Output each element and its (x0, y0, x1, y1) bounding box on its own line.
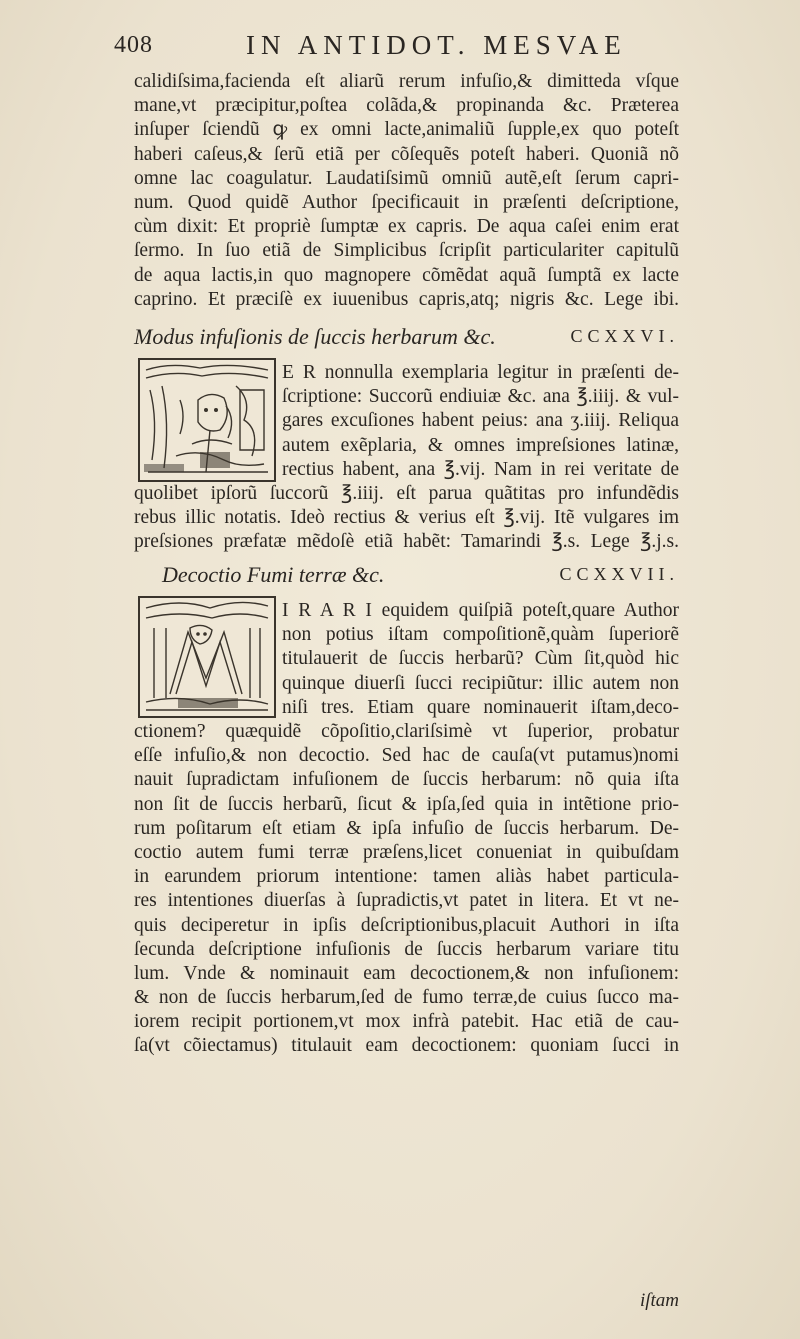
chapter-number: CCXXVII. (559, 564, 679, 584)
page-header (114, 26, 679, 66)
text-line: E R nonnulla exemplaria legitur in præſenti de- (282, 362, 679, 383)
text-line: res intentiones diuerſas à ſupradictis,vt patet in litera. Et vt ne- (134, 890, 679, 912)
text-line: quinque diuerſi ſucci recipiũtur: illic autem non (282, 672, 679, 694)
catchword: iſtam (639, 1290, 679, 1311)
text-line: de aqua lactis,in quo magnopere cõmẽdat aquã ſumptã ex lacte (134, 264, 679, 286)
text-line: titulauerit de ſuccis herbarũ? Cùm ſit,quòd hic (282, 648, 679, 670)
text-line: coctio autem fumi terræ præſens,licet conueniat in quibuſdam (134, 841, 679, 863)
text-line: autem exẽplaria, & omnes impreſsiones latinæ, (282, 434, 679, 456)
paragraph-2 (134, 482, 679, 555)
text-line: nauit ſupradictam infuſionem de ſuccis herbarum: nõ quia iſta (134, 769, 679, 791)
text-line: non potius iſtam compoſitionẽ,quàm ſuperiorẽ (282, 624, 679, 646)
woodcut-initial-illustration (140, 360, 274, 480)
text-line: inſuper ſciendũ ꝙ ex omni lacte,animaliũ ſupple,ex quo poteſt (134, 119, 679, 141)
text-line: ſcriptione: Succorũ endiuiæ &c. ana ℥.iiij. & vul- (282, 386, 679, 408)
text-line: in earundem priorum intentione: tamen aliàs habet particula- (134, 866, 679, 888)
text-line: rebus illic notatis. Ideò rectius & verius eſt ℥.vij. Itẽ vulgares im (134, 507, 679, 529)
woodcut-initial-m (138, 596, 276, 718)
text-line: caprino. Et præciſè ex iuuenibus capris,atq; nigris &c. Lege ibi. (134, 288, 679, 310)
text-line: preſsiones præfatæ mẽdoſè etiã habẽt: Tamarindi ℥.s. Lege ℥.j.s. (134, 531, 679, 553)
text-line: quolibet ipſorũ ſuccorũ ℥.iiij. eſt parua quãtitas pro infundẽdis (134, 483, 679, 504)
text-line: lum. Vnde & nominauit eam decoctionem,& non infuſionem: (134, 962, 679, 984)
text-line: eſſe infuſio,& non decoctio. Sed hac de cauſa(vt putamus)nomi (134, 745, 679, 767)
text-line: quis deciperetur in ipſis deſcriptionibus,placuit Authori in iſta (134, 914, 679, 936)
text-line: I R A R I equidem quiſpiã poteſt,quare Author (282, 600, 679, 621)
woodcut-initial-illustration (140, 598, 274, 716)
section-title: Modus infuſionis de ſuccis herbarum &c. (134, 324, 496, 349)
section-heading-227 (134, 560, 679, 590)
text-line: mane,vt præcipitur,poſtea colãda,& propinanda &c. Præterea (134, 95, 679, 117)
text-line: iorem recipit portionem,vt mox infrà patebit. Hac etiã de cau- (134, 1011, 679, 1033)
paragraph-1 (134, 70, 679, 312)
text-line: ſermo. In ſuo etiã de Simplicibus ſcripſit particulariter capitulũ (134, 240, 679, 262)
text-line: omne lac coagulatur. Laudatiſsimũ omniũ autẽ,eſt ſerum capri- (134, 167, 679, 189)
text-line: & non de ſuccis herbarum,ſed de fumo terræ,de cuius ſucco ma- (134, 987, 679, 1009)
running-title: IN ANTIDOT. MESVAE (246, 30, 627, 60)
text-line: ctionem? quæquidẽ cõpoſitio,clariſsimè vt ſuperior, probatur (134, 721, 679, 742)
text-line: gares excuſiones habent peius: ana ʒ.iiij. Reliqua (282, 410, 679, 432)
text-line: cùm dixit: Et propriè ſumptæ ex capris. De aqua caſei enim erat (134, 216, 679, 238)
page-number: 408 (114, 32, 153, 58)
text-line: non ſit de ſuccis herbarũ, ſicut & ipſa,ſed quia in intẽtione prio- (134, 793, 679, 815)
text-line: niſi tres. Etiam quare nominauerit iſtam,deco- (282, 696, 679, 718)
paragraph-3 (134, 720, 679, 1059)
paragraph-2-wrapped (282, 361, 679, 482)
text-line: calidiſsima,facienda eſt aliarũ rerum infuſio,& dimitteda vſque (134, 71, 679, 92)
text-line: ſecunda deſcriptione infuſionis de ſuccis herbarum variare titu (134, 938, 679, 960)
text-line: rum poſitarum eſt etiam & ipſa infuſio de ſuccis herbarum. De- (134, 817, 679, 839)
section-title: Decoctio Fumi terræ &c. (162, 562, 385, 587)
text-line: haberi caſeus,& ſerũ etiã per cõſequẽs poteſt haberi. Quoniã nõ (134, 143, 679, 165)
section-heading-226 (134, 322, 679, 352)
chapter-number: CCXXVI. (570, 326, 679, 346)
text-line: num. Quod quidẽ Author ſpecificauit in præſenti deſcriptione, (134, 191, 679, 213)
woodcut-initial-p (138, 358, 276, 482)
text-line: ſa(vt cõiectamus) titulauit eam decoctionem: quoniam ſucci in (134, 1035, 679, 1057)
text-line: rectius habent, ana ℥.vij. Nam in rei veritate de (282, 458, 679, 480)
paragraph-3-wrapped (282, 599, 679, 720)
